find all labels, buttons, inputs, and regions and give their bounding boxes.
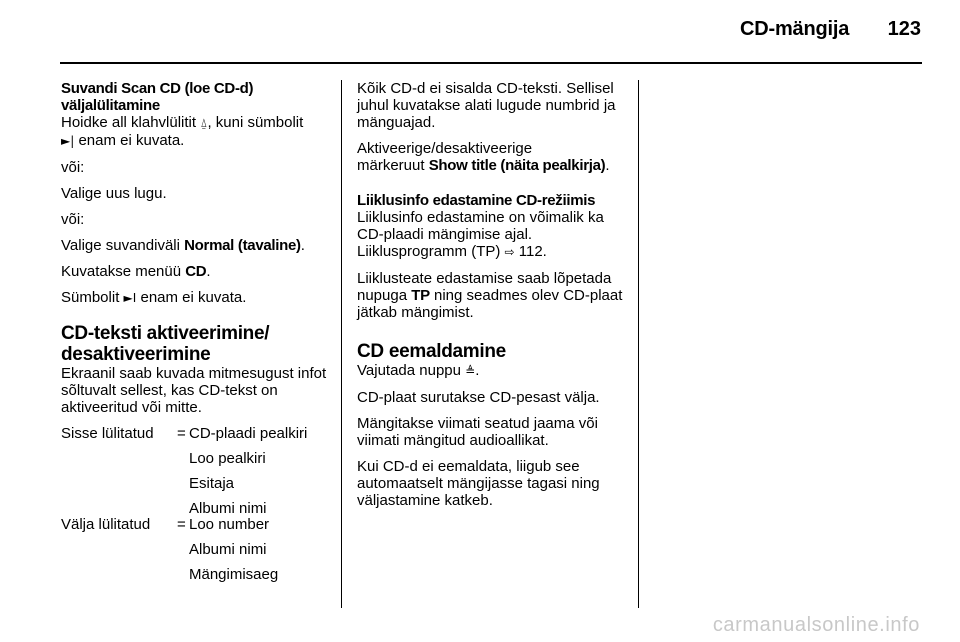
traffic-body: Liiklusinfo edastamine on võimalik ka CD-plaadi mängimise ajal.: [357, 209, 604, 243]
table-row: Mängimisaeg: [189, 566, 279, 583]
column-divider-left: [341, 80, 342, 608]
table-row: Albumi nimi: [189, 500, 267, 517]
page-header: [60, 0, 922, 64]
section-title: CD-mängija: [740, 18, 850, 40]
middle-column: [357, 80, 632, 518]
traffic-reference: Liiklusprogramm (TP) ⇨ 112.: [357, 243, 547, 260]
no-text-info: Kõik CD-d ei sisalda CD-teksti. Sellisel juhul kuvatakse alati lugude numbrid ja mänguajad.: [357, 80, 616, 131]
table-row: Välja lülitatud = Loo number: [61, 516, 270, 533]
left-column: [61, 80, 329, 591]
menu-shown: Kuvatakse menüü CD.: [61, 263, 211, 280]
choose-new-song: Valige uus lugu.: [61, 185, 167, 202]
play-skip-icon: ►I: [123, 291, 137, 305]
scan-play-icon: ►|: [61, 134, 75, 148]
cdtext-body: Ekraanil saab kuvada mitmesugust infot sõltuvalt sellest, kas CD-tekst on aktiveeritud või mitte.: [61, 365, 327, 416]
normal-option-label: Normal (tavaline): [184, 237, 301, 254]
show-title-toggle: Aktiveerige/desaktiveerige märkeruut Show title (näita pealkirja).: [357, 140, 610, 174]
cdtext-table: [61, 425, 329, 591]
page-number: 123: [887, 18, 921, 40]
or-text-1: või:: [61, 159, 85, 176]
symbol-hidden: Sümbolit ►I enam ei kuvata.: [61, 289, 247, 306]
eject-resume: Mängitakse viimati seatud jaama või viimati mängitud audioallikat.: [357, 415, 598, 449]
track-switch-icon: ⍙: [200, 116, 208, 130]
traffic-stop: Liiklusteate edastamise saab lõpetada nupuga TP ning seadmes olev CD-plaat jätkab mängimist.: [357, 270, 623, 321]
show-title-label: Show title (näita pealkirja): [428, 157, 606, 174]
eject-pushed: CD-plaat surutakse CD-pesast välja.: [357, 389, 600, 406]
eject-heading: CD eemaldamine: [357, 341, 506, 362]
column-divider-right: [638, 80, 639, 608]
scan-instructions: Hoidke all klahvlülitit ⍙, kuni sümbolit ►| enam ei kuvata.: [61, 114, 304, 149]
menu-cd-label: CD: [185, 263, 207, 280]
choose-normal-option: Valige suvandiväli Normal (tavaline).: [61, 237, 305, 254]
traffic-heading: Liiklusinfo edastamine CD-režiimis: [357, 192, 596, 209]
table-row: Esitaja: [189, 475, 235, 492]
eject-press: Vajutada nuppu ≜.: [357, 362, 480, 379]
cdtext-heading: CD-teksti aktiveerimine/ desaktiveerimine: [61, 323, 270, 365]
watermark: carmanualsonline.info: [712, 614, 920, 636]
eject-reload: Kui CD-d ei eemaldata, liigub see automaatselt mängijasse tagasi ning väljastamine katkeb.: [357, 458, 600, 509]
table-row: Sisse lülitatud = CD-plaadi pealkiri: [61, 425, 308, 442]
table-row: Albumi nimi: [189, 541, 267, 558]
or-text-2: või:: [61, 211, 85, 228]
eject-icon: ≜: [465, 364, 476, 378]
tp-button-label: TP: [411, 287, 430, 304]
table-row: Loo pealkiri: [189, 450, 266, 467]
page-reference-arrow-icon: ⇨: [504, 245, 515, 259]
scan-heading: Suvandi Scan CD (loe CD-d) väljalülitamine: [61, 80, 254, 114]
